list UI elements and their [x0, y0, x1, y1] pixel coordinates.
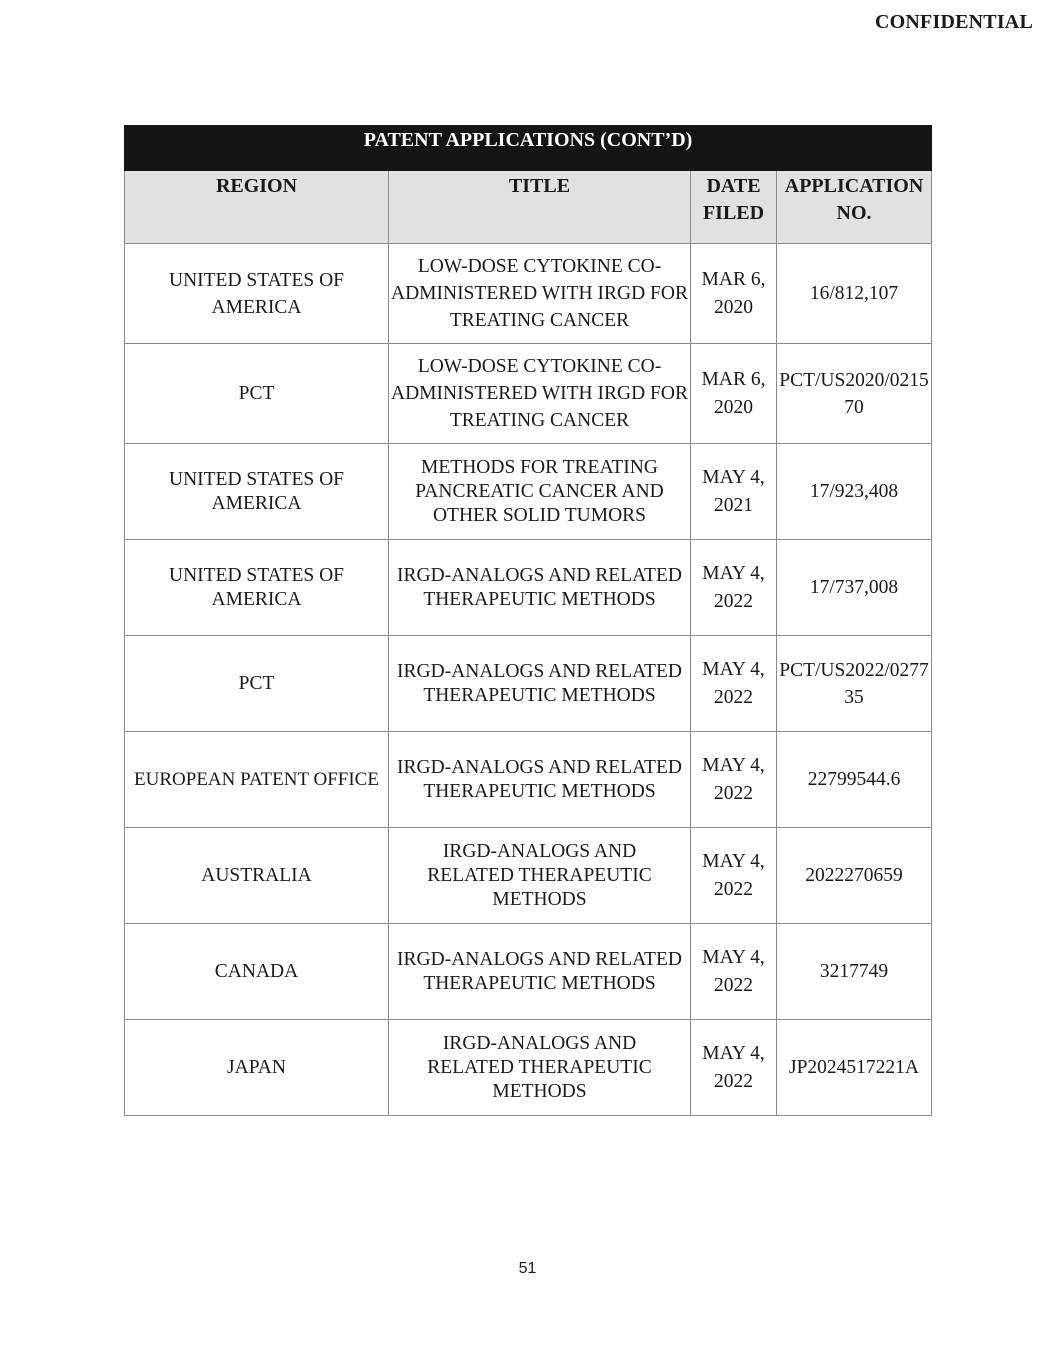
region-cell: AUSTRALIA: [125, 828, 389, 924]
region-cell: PCT: [125, 636, 389, 732]
application-no-cell: 17/923,408: [777, 444, 932, 540]
application-no-cell: 3217749: [777, 924, 932, 1020]
date-filed-cell: MAR 6, 2020: [691, 344, 777, 444]
application-no-cell: 17/737,008: [777, 540, 932, 636]
table-row: [125, 828, 932, 924]
date-filed-cell: MAY 4, 2022: [691, 924, 777, 1020]
title-cell: IRGD-ANALOGS AND RELATED THERAPEUTIC METHODS: [389, 636, 691, 732]
title-cell: IRGD-ANALOGS AND RELATED THERAPEUTIC METHODS: [389, 828, 691, 924]
column-header-date-filed: DATE FILED: [691, 171, 777, 244]
title-cell: LOW-DOSE CYTOKINE CO-ADMINISTERED WITH IRGD FOR TREATING CANCER: [389, 244, 691, 344]
region-cell: UNITED STATES OF AMERICA: [125, 540, 389, 636]
date-filed-cell: MAY 4, 2022: [691, 540, 777, 636]
application-no-cell: JP2024517221A: [777, 1020, 932, 1116]
date-filed-cell: MAR 6, 2020: [691, 244, 777, 344]
region-cell: UNITED STATES OF AMERICA: [125, 244, 389, 344]
application-no-cell: PCT/US2020/021570: [777, 344, 932, 444]
page-number: 51: [518, 1260, 537, 1277]
table-row: [125, 1020, 932, 1116]
title-cell: IRGD-ANALOGS AND RELATED THERAPEUTIC METHODS: [389, 540, 691, 636]
table-row: [125, 924, 932, 1020]
title-cell: LOW-DOSE CYTOKINE CO-ADMINISTERED WITH IRGD FOR TREATING CANCER: [389, 344, 691, 444]
table-row: [125, 732, 932, 828]
region-cell: CANADA: [125, 924, 389, 1020]
application-no-cell: 16/812,107: [777, 244, 932, 344]
patent-applications-table: [124, 125, 932, 1116]
title-cell: IRGD-ANALOGS AND RELATED THERAPEUTIC METHODS: [389, 924, 691, 1020]
region-cell: JAPAN: [125, 1020, 389, 1116]
region-cell: EUROPEAN PATENT OFFICE: [125, 732, 389, 828]
table-row: [125, 540, 932, 636]
table-row: [125, 344, 932, 444]
table-row: [125, 444, 932, 540]
application-no-cell: PCT/US2022/027735: [777, 636, 932, 732]
confidential-label: CONFIDENTIAL: [875, 11, 1033, 33]
title-cell: METHODS FOR TREATING PANCREATIC CANCER AND OTHER SOLID TUMORS: [389, 444, 691, 540]
column-header-application-no: APPLICATION NO.: [777, 171, 932, 244]
region-cell: PCT: [125, 344, 389, 444]
date-filed-cell: MAY 4, 2022: [691, 732, 777, 828]
region-cell: UNITED STATES OF AMERICA: [125, 444, 389, 540]
application-no-cell: 2022270659: [777, 828, 932, 924]
column-header-region: REGION: [125, 171, 389, 244]
title-cell: IRGD-ANALOGS AND RELATED THERAPEUTIC METHODS: [389, 732, 691, 828]
date-filed-cell: MAY 4, 2022: [691, 828, 777, 924]
application-no-cell: 22799544.6: [777, 732, 932, 828]
date-filed-cell: MAY 4, 2022: [691, 1020, 777, 1116]
table-title: PATENT APPLICATIONS (CONT’D): [125, 126, 932, 171]
date-filed-cell: MAY 4, 2021: [691, 444, 777, 540]
table-row: [125, 636, 932, 732]
column-header-title: TITLE: [389, 171, 691, 244]
table-row: [125, 244, 932, 344]
date-filed-cell: MAY 4, 2022: [691, 636, 777, 732]
title-cell: IRGD-ANALOGS AND RELATED THERAPEUTIC METHODS: [389, 1020, 691, 1116]
